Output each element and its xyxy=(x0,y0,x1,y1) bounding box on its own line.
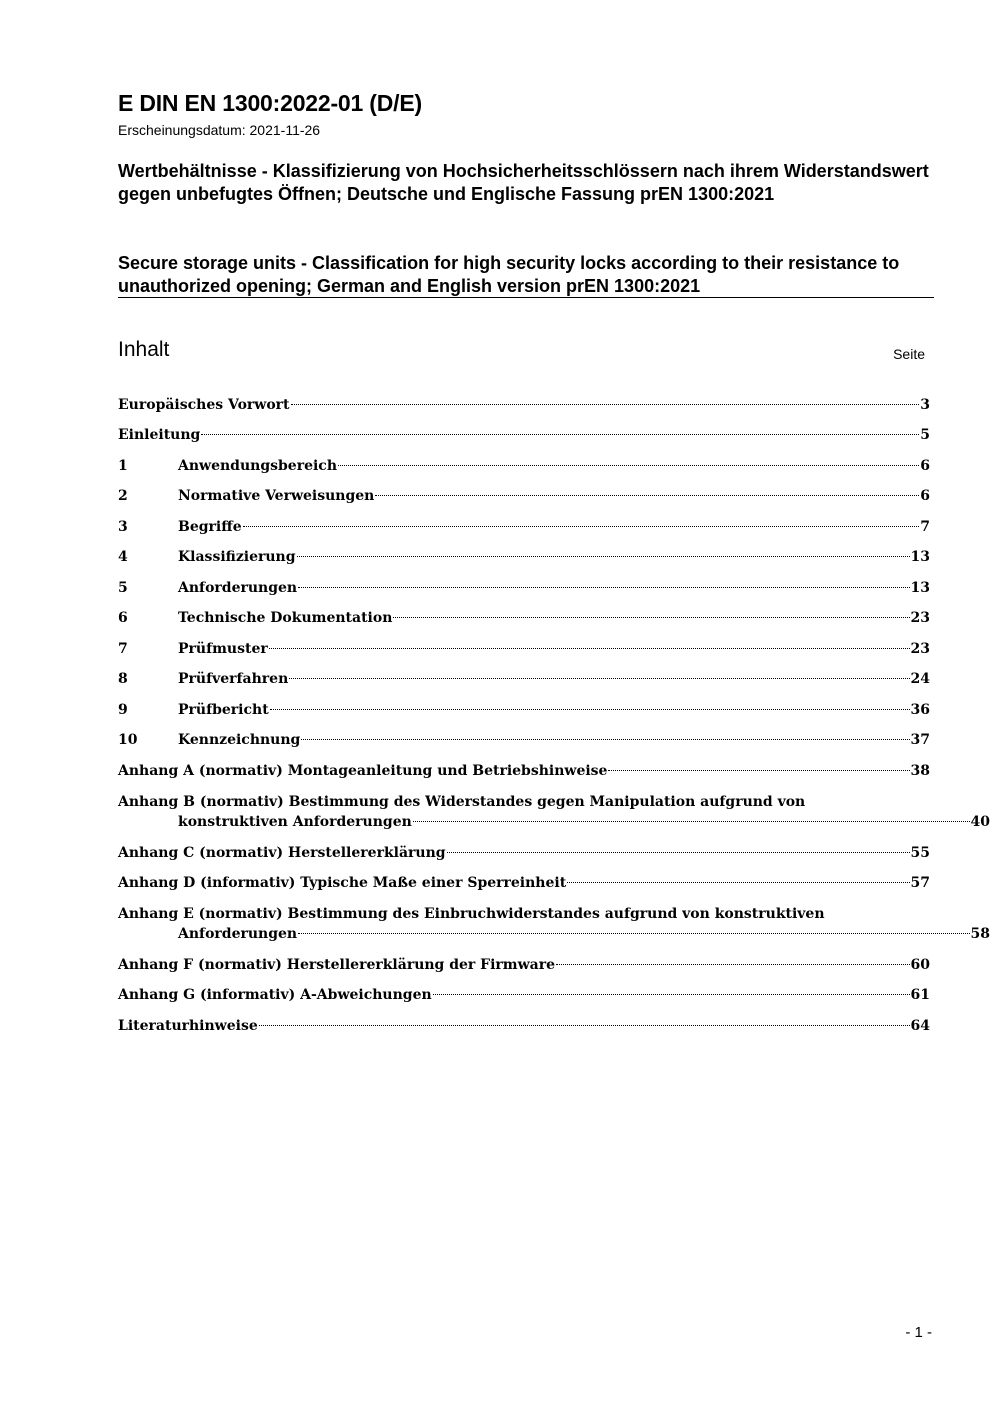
toc-entry-line xyxy=(118,985,930,1005)
toc-entry-line xyxy=(118,608,930,628)
toc-entry[interactable] xyxy=(118,761,930,781)
toc-entry[interactable] xyxy=(118,843,930,863)
toc-entry-page: 24 xyxy=(910,671,930,687)
toc-entry[interactable] xyxy=(118,700,930,720)
toc-entry-line xyxy=(118,517,930,537)
toc-entry-line xyxy=(118,456,930,476)
toc-entry-page: 5 xyxy=(920,427,930,443)
toc-entry-title: Anhang D (informativ) Typische Maße einer Sperreinheit xyxy=(118,875,567,891)
toc-entry-line xyxy=(118,761,930,781)
toc-entry[interactable] xyxy=(118,730,930,750)
toc-entry-title: Einleitung xyxy=(118,427,201,443)
toc-entry-title: konstruktiven Anforderungen xyxy=(178,814,412,830)
toc-entry-line xyxy=(118,843,930,863)
toc-entry[interactable] xyxy=(118,486,930,506)
toc-dot-leader xyxy=(243,526,920,527)
toc-entry[interactable] xyxy=(118,985,930,1005)
toc-entry-number: 8 xyxy=(118,671,128,687)
toc-entry-line xyxy=(118,812,990,832)
page-number: - 1 - xyxy=(905,1324,932,1341)
toc-entry-line xyxy=(118,578,930,598)
toc-entry-title: Kennzeichnung xyxy=(178,732,301,748)
toc-entry-page: 13 xyxy=(910,580,930,596)
toc-entry-page: 6 xyxy=(920,488,930,504)
toc-entry-line xyxy=(118,700,930,720)
toc-heading: Inhalt xyxy=(118,338,170,361)
toc-entry-line xyxy=(118,486,930,506)
toc-entry-title: Anhang F (normativ) Herstellererklärung der Firmware xyxy=(118,957,556,973)
toc-entry-page: 23 xyxy=(910,610,930,626)
toc-entry-title-line1: Anhang E (normativ) Bestimmung des Einbruchwiderstandes aufgrund von konstruktiven xyxy=(118,906,825,922)
toc-entry-page: 64 xyxy=(910,1018,930,1034)
toc-entry-line xyxy=(118,547,930,567)
toc-entry-line xyxy=(118,955,930,975)
toc-entry[interactable] xyxy=(118,456,930,476)
toc-entry-page: 23 xyxy=(910,641,930,657)
toc-entry[interactable] xyxy=(118,639,930,659)
toc-entry-line xyxy=(118,1016,930,1036)
toc-entry-title: Anforderungen xyxy=(178,580,298,596)
toc-entry[interactable] xyxy=(118,669,930,689)
toc-entry-page: 55 xyxy=(910,845,930,861)
toc-entry-title: Begriffe xyxy=(178,519,242,535)
toc-entry-page: 60 xyxy=(910,957,930,973)
toc-entry-title: Anforderungen xyxy=(178,926,298,942)
toc-dot-leader xyxy=(413,821,970,822)
toc-entry-line xyxy=(118,669,930,689)
toc-entry-line xyxy=(118,395,930,415)
toc-entry-line xyxy=(118,639,930,659)
toc-entry-line xyxy=(118,924,990,944)
toc-entry-line xyxy=(118,730,930,750)
toc-entry-title: Prüfverfahren xyxy=(178,671,289,687)
toc-entry[interactable] xyxy=(118,955,930,975)
toc-entry-number: 10 xyxy=(118,732,138,748)
toc-entry[interactable] xyxy=(118,425,930,445)
toc-page-column-label: Seite xyxy=(893,346,925,362)
toc-entry-title: Technische Dokumentation xyxy=(178,610,393,626)
toc-entry-title: Normative Verweisungen xyxy=(178,488,375,504)
toc-entry-title: Anhang A (normativ) Montageanleitung und Betriebshinweise xyxy=(118,763,608,779)
toc-entry[interactable] xyxy=(118,873,930,893)
toc-entry-number: 1 xyxy=(118,458,128,474)
toc-dot-leader xyxy=(297,556,910,557)
toc-entry[interactable] xyxy=(118,608,930,628)
toc-entry[interactable] xyxy=(118,517,930,537)
document-id: E DIN EN 1300:2022-01 (D/E) xyxy=(118,90,422,116)
toc-entry-number: 3 xyxy=(118,519,128,535)
toc-dot-leader xyxy=(291,404,920,405)
toc-entry-page: 3 xyxy=(920,397,930,413)
toc-entry-title: Prüfmuster xyxy=(178,641,268,657)
toc-entry-title: Literaturhinweise xyxy=(118,1018,258,1034)
toc-entry-page: 6 xyxy=(920,458,930,474)
toc-entry[interactable] xyxy=(118,904,990,944)
toc-dot-leader xyxy=(375,495,919,496)
title-english: Secure storage units - Classification for high security locks according to their resistance to unauthorized opening; German and English version prEN 1300:2021 xyxy=(118,253,900,296)
toc-dot-leader xyxy=(567,882,909,883)
toc-entry-page: 38 xyxy=(910,763,930,779)
toc-entry-number: 4 xyxy=(118,549,128,565)
toc-entry-title-line1: Anhang B (normativ) Bestimmung des Widerstandes gegen Manipulation aufgrund von xyxy=(118,794,806,810)
toc-dot-leader xyxy=(289,678,909,679)
toc-entry-title: Europäisches Vorwort xyxy=(118,397,290,413)
toc-entry-number: 9 xyxy=(118,702,128,718)
toc-dot-leader xyxy=(270,709,910,710)
toc-entry-title: Anhang C (normativ) Herstellererklärung xyxy=(118,845,446,861)
toc-dot-leader xyxy=(608,770,909,771)
toc-dot-leader xyxy=(298,587,909,588)
toc-dot-leader xyxy=(269,648,910,649)
issue-date: Erscheinungsdatum: 2021-11-26 xyxy=(118,122,321,138)
toc-dot-leader xyxy=(298,933,969,934)
toc-entry[interactable] xyxy=(118,792,990,832)
toc-dot-leader xyxy=(259,1025,910,1026)
toc-dot-leader xyxy=(447,852,910,853)
toc-dot-leader xyxy=(556,964,909,965)
toc-entry-number: 6 xyxy=(118,610,128,626)
toc-entry[interactable] xyxy=(118,578,930,598)
toc-entry[interactable] xyxy=(118,395,930,415)
toc-entry-page: 7 xyxy=(920,519,930,535)
toc-dot-leader xyxy=(393,617,909,618)
toc-entry-page: 13 xyxy=(910,549,930,565)
toc-dot-leader xyxy=(201,434,919,435)
toc-entry-number: 7 xyxy=(118,641,128,657)
toc-entry-line xyxy=(118,873,930,893)
toc-entry-title: Prüfbericht xyxy=(178,702,269,718)
toc-entry-page: 61 xyxy=(910,987,930,1003)
toc-entry[interactable] xyxy=(118,547,930,567)
toc-entry-title: Anwendungsbereich xyxy=(178,458,337,474)
toc-entry-title: Anhang G (informativ) A-Abweichungen xyxy=(118,987,432,1003)
title-divider xyxy=(118,297,934,298)
title-german: Wertbehältnisse - Klassifizierung von Hochsicherheitsschlössern nach ihrem Widerstandswert gegen unbefugtes Öffnen; Deutsche und Englische Fassung prEN 1300:2021 xyxy=(118,161,929,204)
toc-entry-page: 58 xyxy=(970,926,990,942)
toc-entry-title: Klassifizierung xyxy=(178,549,296,565)
toc-entry-page: 36 xyxy=(910,702,930,718)
toc-entry-page: 57 xyxy=(910,875,930,891)
toc-entry-page: 40 xyxy=(970,814,990,830)
toc-dot-leader xyxy=(301,739,909,740)
toc-entry-page: 37 xyxy=(910,732,930,748)
toc-entry[interactable] xyxy=(118,1016,930,1036)
toc-dot-leader xyxy=(338,465,919,466)
toc-entry-number: 2 xyxy=(118,488,128,504)
toc-entry-number: 5 xyxy=(118,580,128,596)
toc-entry-line xyxy=(118,425,930,445)
toc-dot-leader xyxy=(433,994,910,995)
